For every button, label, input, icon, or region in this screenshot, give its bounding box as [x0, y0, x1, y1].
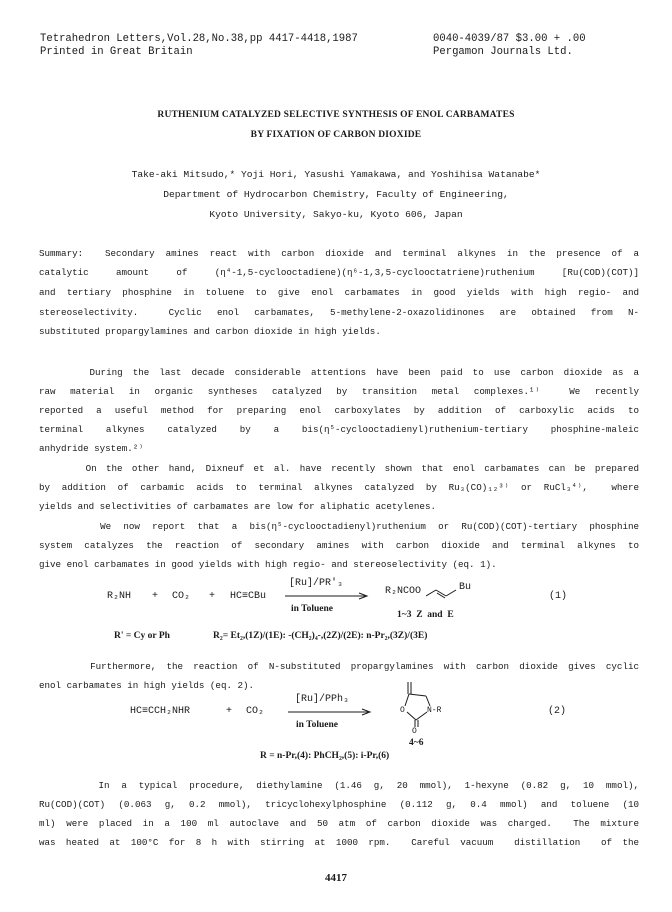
- summary-line-2: catalytic amount of (η⁴-1,5-cyclooctadiene)(η⁶-1,3,5-cyclooctatriene)ruthenium [Ru(COD)(COT)]: [39, 267, 639, 278]
- eq2-product-label: 4~6: [409, 738, 424, 748]
- para1-line-2: raw material in organic syntheses catalyzed by transition metal complexes.¹⁾ We recently: [39, 386, 639, 397]
- eq1-amine-groups: R₂= Et₂,(1Z)/(1E): -(CH₂)₄-,(2Z)/(2E): n-Pr₂,(3Z)/(3E): [213, 631, 428, 641]
- page-number: 4417: [325, 872, 347, 884]
- eq1-co2: CO₂: [172, 591, 191, 602]
- para4-line-2: enol carbamates in high yields (eq. 2).: [39, 680, 255, 691]
- para5-line-3: ml) were placed in a 100 ml autoclave and 50 atm of carbon dioxide was charged. The mixture: [39, 818, 639, 829]
- para1-line-4: terminal alkynes catalyzed by a bis(η⁵-cyclooctadienyl)ruthenium-tertiary phosphine-maleic: [39, 424, 639, 435]
- para2-line-1: On the other hand, Dixneuf et al. have recently shown that enol carbamates can be prepared: [39, 463, 639, 474]
- eq1-butyl: Bu: [459, 582, 472, 593]
- eq2-plus: +: [226, 706, 233, 717]
- eq2-ring-oxygen: O: [400, 706, 405, 715]
- para3-line-2: system catalyzes the reaction of secondary amines with carbon dioxide and terminal alkynes to: [39, 540, 639, 551]
- eq1-phosphine-groups: R' = Cy or Ph: [114, 631, 170, 641]
- eq1-product-label: 1~3 Z and E: [397, 610, 454, 620]
- eq1-number: (1): [549, 591, 568, 602]
- eq1-catalyst: [Ru]/PR'₃: [289, 578, 344, 589]
- para3-line-3: give enol carbamates in good yields with high regio- and stereoselectivity (eq. 1).: [39, 559, 497, 570]
- authors: Take-aki Mitsudo,* Yoji Hori, Yasushi Yamakawa, and Yoshihisa Watanabe*: [131, 169, 541, 180]
- publisher: Pergamon Journals Ltd.: [433, 46, 573, 58]
- para4-line-1: Furthermore, the reaction of N-substituted propargylamines with carbon dioxide gives cyclic: [39, 661, 639, 672]
- summary-line-1: Summary: Secondary amines react with carbon dioxide and terminal alkynes in the presence of a: [39, 248, 639, 259]
- eq1-vinyl-structure: [426, 582, 462, 606]
- eq2-carbonyl-oxygen: O: [412, 727, 417, 736]
- eq1-amine: R₂NH: [107, 591, 132, 602]
- para3-line-1: We now report that a bis(η⁵-cyclooctadienyl)ruthenium or Ru(COD)(COT)-tertiary phosphine: [39, 521, 639, 532]
- para5-line-1: In a typical procedure, diethylamine (1.46 g, 20 mmol), 1-hexyne (0.82 g, 10 mmol),: [39, 780, 639, 791]
- affiliation-line-1: Department of Hydrocarbon Chemistry, Faculty of Engineering,: [163, 189, 509, 200]
- eq1-plus-2: +: [209, 591, 216, 602]
- para1-line-5: anhydride system.²⁾: [39, 443, 144, 454]
- para2-line-2: by addition of carbamic acids to terminal alkynes catalyzed by Ru₃(CO)₁₂³⁾ or RuCl₃⁴⁾, where: [39, 482, 639, 493]
- para5-line-2: Ru(COD)(COT) (0.063 g, 0.2 mmol), tricyclohexylphosphine (0.112 g, 0.4 mmol) and toluene (10: [39, 799, 639, 810]
- summary-line-3: and tertiary phosphine in toluene to give enol carbamates in good yields with high regio- and: [39, 287, 639, 298]
- eq2-catalyst: [Ru]/PPh₃: [295, 694, 350, 705]
- eq1-alkyne: HC≡CBu: [230, 591, 267, 602]
- eq1-reaction-arrow: [285, 592, 371, 600]
- issn-price: 0040-4039/87 $3.00 + .00: [433, 33, 586, 45]
- journal-citation: Tetrahedron Letters,Vol.28,No.38,pp 4417-4418,1987: [40, 33, 358, 45]
- article-title-line-2: BY FIXATION OF CARBON DIOXIDE: [250, 130, 422, 140]
- summary-line-4: stereoselectivity. Cyclic enol carbamates, 5-methylene-2-oxazolidinones are obtained from N-: [39, 307, 639, 318]
- para1-line-3: reported a useful method for preparing enol carboxylates by addition of carboxylic acids to: [39, 405, 639, 416]
- summary-line-5: substituted propargylamines and carbon dioxide in high yields.: [39, 326, 381, 337]
- eq2-reaction-arrow: [288, 708, 374, 716]
- eq1-plus-1: +: [152, 591, 159, 602]
- eq2-solvent: in Toluene: [296, 720, 338, 730]
- eq1-solvent: in Toluene: [291, 604, 333, 614]
- para2-line-3: yields and selectivities of carbamates are low for aliphatic acetylenes.: [39, 501, 436, 512]
- eq1-product: R₂NCOO: [385, 586, 422, 597]
- eq2-ring-nitrogen: N-R: [427, 706, 442, 715]
- printed-location: Printed in Great Britain: [40, 46, 193, 58]
- affiliation-line-2: Kyoto University, Sakyo-ku, Kyoto 606, Japan: [209, 209, 463, 220]
- eq2-propargylamine: HC≡CCH₂NHR: [130, 706, 191, 717]
- para1-line-1: During the last decade considerable attentions have been paid to use carbon dioxide as a: [39, 367, 639, 378]
- eq2-co2: CO₂: [246, 706, 265, 717]
- eq2-r-groups: R = n-Pr,(4): PhCH₂,(5): i-Pr,(6): [260, 751, 390, 761]
- article-title-line-1: RUTHENIUM CATALYZED SELECTIVE SYNTHESIS OF ENOL CARBAMATES: [157, 110, 515, 120]
- eq2-number: (2): [548, 706, 567, 717]
- para5-line-4: was heated at 100°C for 8 h with stirring at 1000 rpm. Careful vacuum distillation of the: [39, 837, 639, 848]
